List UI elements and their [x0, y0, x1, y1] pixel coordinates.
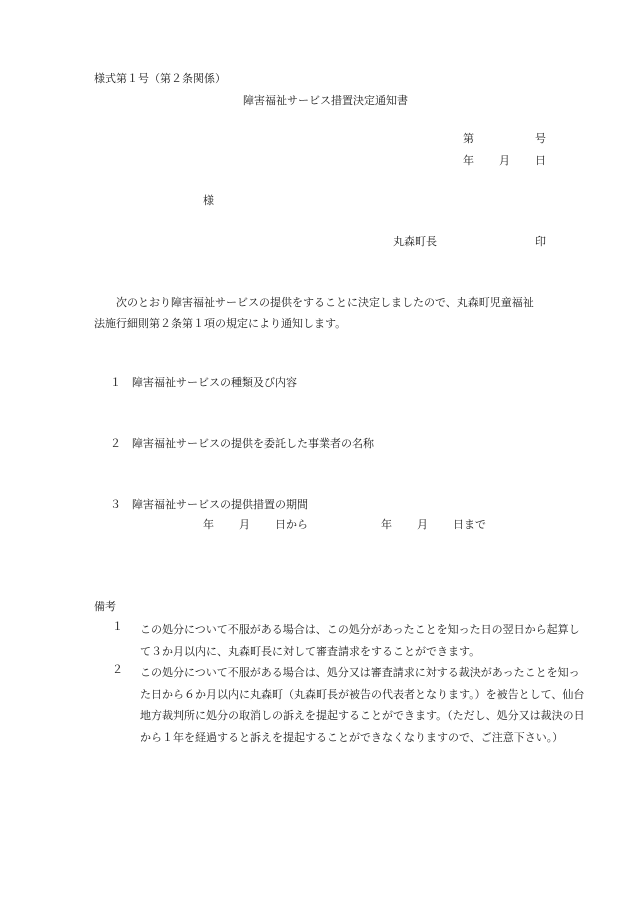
date-month: 月: [499, 154, 510, 167]
intro-line-2: 法施行細則第２条第１項の規定により通知します。: [94, 317, 347, 330]
period-from-month: 月: [239, 518, 250, 531]
period-to-day: 日まで: [453, 518, 486, 531]
section-1-title: 障害福祉サービスの種類及び内容: [132, 376, 297, 389]
section-1-number: １: [110, 376, 121, 389]
period-from-year: 年: [203, 518, 214, 531]
date-day: 日: [535, 154, 546, 167]
recipient-honorific: 様: [203, 194, 214, 207]
date-year: 年: [463, 154, 474, 167]
remarks-list: [110, 619, 585, 748]
remark-item-2: [110, 662, 585, 748]
period-to-year: 年: [381, 518, 392, 531]
section-3-number: ３: [110, 498, 121, 511]
remark-2-text: この処分について不服がある場合は、処分又は審査請求に対する裁決があったことを知った日から６か月以内に丸森町（丸森町長が被告の代表者となります。）を被告として、仙台地方裁判所に処分の取消しの訴えを提起することができます。（ただし、処分又は裁決の日から１年を経過すると訴えを提起することができなくなりますので、ご注意下さい。）: [140, 666, 585, 744]
section-2-number: ２: [110, 437, 121, 450]
number-suffix: 号: [535, 132, 546, 145]
intro-paragraph: [94, 292, 589, 334]
intro-line-1: 次のとおり障害福祉サービスの提供をすることに決定しましたので、丸森町児童福祉: [116, 296, 534, 309]
number-prefix: 第: [463, 132, 474, 145]
section-3-title: 障害福祉サービスの提供措置の期間: [132, 498, 308, 511]
form-label: 様式第１号（第２条関係）: [94, 72, 226, 85]
remark-2-number: ２: [112, 663, 123, 676]
remark-1-text: この処分について不服がある場合は、この処分があったことを知った日の翌日から起算して３か月以内に、丸森町長に対して審査請求をすることができます。: [140, 623, 580, 658]
document-title: 障害福祉サービス措置決定通知書: [243, 94, 408, 107]
seal-mark: 印: [535, 235, 546, 248]
remarks-label: 備考: [94, 600, 116, 613]
period-to-month: 月: [417, 518, 428, 531]
sender-name: 丸森町長: [393, 235, 437, 248]
remark-1-number: １: [112, 620, 123, 633]
section-2-title: 障害福祉サービスの提供を委託した事業者の名称: [132, 437, 374, 450]
remark-item-1: [110, 619, 585, 662]
period-from-day: 日から: [275, 518, 308, 531]
